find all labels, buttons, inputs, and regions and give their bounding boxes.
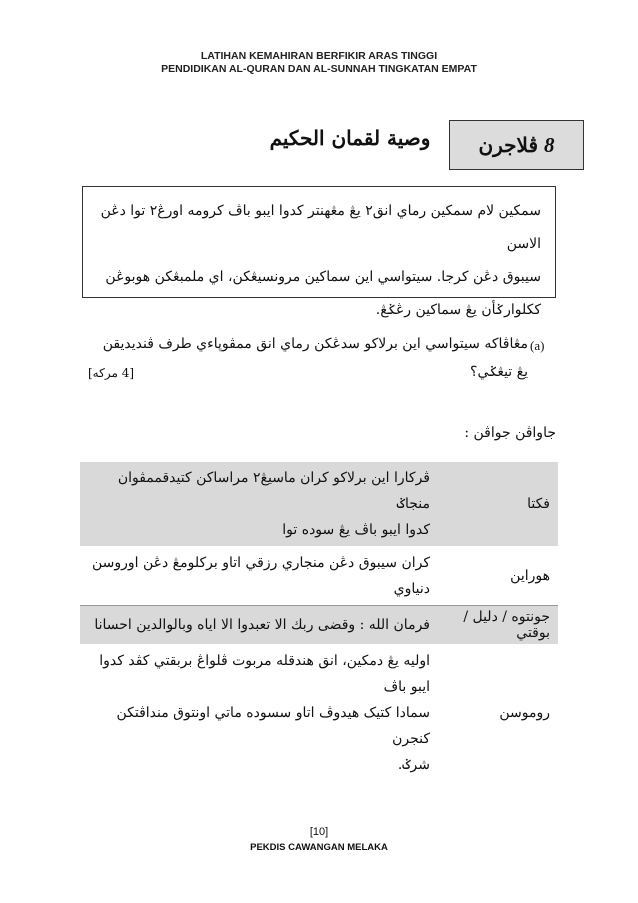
row-key: فکتا xyxy=(438,462,558,547)
table-row xyxy=(80,645,558,782)
intro-line-2: سيبوق دڠن کرجا. سيتواسي اين سماکين مرونسيڠکن، اي ملمبڠکن هوبوڠن xyxy=(105,269,541,285)
row-value xyxy=(80,547,438,606)
row-key: هوراين xyxy=(438,547,558,606)
chapter-badge xyxy=(449,120,584,170)
row-value xyxy=(80,462,438,547)
row-value-line: کدوا ايبو باڤ يڠ سوده توا xyxy=(282,522,430,538)
row-value-line: اوليه يڠ دمکين، انق هندقله مربوت ڤلواڠ بربقتي کڤد کدوا ايبو باڤ xyxy=(99,653,430,695)
header-line-1: LATIHAN KEMAHIRAN BERFIKIR ARAS TINGGI xyxy=(200,50,438,62)
header-line-2: PENDIDIKAN AL-QURAN DAN AL-SUNNAH TINGKATAN EMPAT xyxy=(161,63,477,75)
table-row xyxy=(80,606,558,645)
intro-line-3: ککلوارݢأن يڠ سماکين رڠݢڠ. xyxy=(375,302,541,318)
question-marks: [4 مرکه] xyxy=(88,366,135,380)
row-key: جونتوه / دليل / بوقتي xyxy=(438,606,558,645)
row-value xyxy=(80,645,438,782)
intro-line-1: سمکين لام سمکين رماي انق٢ يڠ مڠهنتر کدوا ايبو باڤ کرومه اورڠ٢ توا دڠن الاسن xyxy=(100,203,541,252)
table-row xyxy=(80,462,558,547)
row-value-line: سمادا کتيک هيدوڤ اتاو سسوده ماتي اونتوق منداڤتکن کنجرن xyxy=(116,705,430,747)
answer-table xyxy=(80,462,558,781)
row-value-line: فرمان الله : وقضى ربك الا تعبدوا الا اياه وبالوالدين احسانا xyxy=(94,617,430,633)
row-value xyxy=(80,606,438,645)
answer-label: جاواڤن جواڤن : xyxy=(464,425,556,441)
row-value-line: کران سيبوق دڠن منجاري رزقي اتاو برکلومڠ دڠن اوروسن دنياوي xyxy=(91,555,430,597)
row-value-line: شرݢ. xyxy=(397,757,430,773)
question-label: (a) xyxy=(530,338,545,353)
footer-org: PEKDIS CAWANGAN MELAKA xyxy=(250,842,388,853)
table-row xyxy=(80,547,558,606)
intro-box xyxy=(82,186,556,318)
chapter-label: ڤلاجرن xyxy=(478,133,539,157)
row-key: روموسن xyxy=(499,705,550,721)
question-line-2: يڠ تيڠݢي؟ xyxy=(470,364,528,380)
question-line-1: مڠاڤاکه سيتواسي اين برلاکو سدڠکن رماي انق ممڤوڽاءي طرف ڤنديديقن xyxy=(102,336,528,352)
page-number: [10] xyxy=(309,826,329,838)
chapter-number: 8 xyxy=(544,132,555,157)
row-value-line: ڤرکارا اين برلاکو کران ماسيڠ٢ مراساکن کتيدقممڤوان منجاݢ xyxy=(117,470,430,512)
chapter-title: وصية لقمان الحكيم xyxy=(269,126,431,150)
